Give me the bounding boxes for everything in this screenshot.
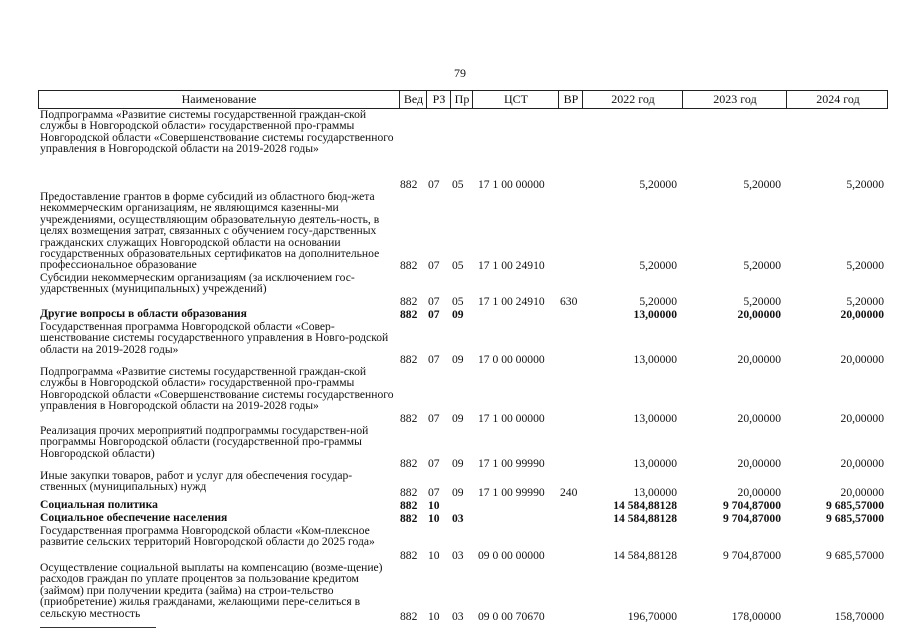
row-2022: 14 584,88128 bbox=[613, 549, 677, 562]
footnote-divider bbox=[40, 627, 156, 628]
row-name: Социальная политика bbox=[40, 498, 158, 511]
row-2023: 5,20000 bbox=[743, 295, 781, 308]
row-name: Подпрограмма «Развитие системы государственной граждан-ской службы в Новгородской области» государственной про-граммы Новгородской области «Совершенствование системы государственного управления в Новгородской области на 2019-2028 годы» bbox=[40, 108, 394, 156]
row-2024: 20,00000 bbox=[840, 308, 884, 321]
header-2023: 2023 год bbox=[682, 91, 787, 108]
row-pr: 09 bbox=[452, 457, 464, 470]
row-2024: 20,00000 bbox=[840, 457, 884, 470]
row-vr: 240 bbox=[560, 486, 578, 499]
row-rz: 07 bbox=[428, 295, 440, 308]
budget-table bbox=[38, 90, 888, 623]
table-row bbox=[38, 191, 888, 272]
row-2024: 5,20000 bbox=[846, 178, 884, 191]
row-rz: 07 bbox=[428, 353, 440, 366]
row-2022: 14 584,88128 bbox=[613, 499, 677, 512]
row-2024: 5,20000 bbox=[846, 295, 884, 308]
table-row bbox=[38, 562, 888, 623]
row-2022: 5,20000 bbox=[639, 259, 677, 272]
table-body bbox=[38, 109, 888, 623]
row-ved: 882 bbox=[400, 549, 418, 562]
row-name: Государственная программа Новгородской области «Ком-плексное развитие сельских территорий Новгородской области до 2025 года» bbox=[40, 524, 375, 549]
row-2022: 13,00000 bbox=[633, 457, 677, 470]
row-2023: 5,20000 bbox=[743, 259, 781, 272]
header-vr: ВР bbox=[558, 91, 583, 108]
header-2024: 2024 год bbox=[786, 91, 889, 108]
header-ved: Вед bbox=[399, 91, 427, 108]
row-name: Иные закупки товаров, работ и услуг для обеспечения государ-ственных (муниципальных) нужд bbox=[40, 469, 353, 494]
row-rz: 07 bbox=[428, 486, 440, 499]
row-cst: 17 1 00 24910 bbox=[478, 259, 545, 272]
row-ved: 882 bbox=[400, 259, 418, 272]
row-2023: 20,00000 bbox=[737, 457, 781, 470]
row-name: Государственная программа Новгородской области «Совер-шенствование системы государственного управления в Новго-родской области на 2019-2028 годы» bbox=[40, 320, 389, 356]
header-2022: 2022 год bbox=[582, 91, 683, 108]
table-row bbox=[38, 366, 888, 425]
row-name: Подпрограмма «Развитие системы государственной граждан-ской службы в Новгородской области» государственной про-граммы Новгородской области «Совершенствование системы государственного управления в Новгородской области на 2019-2028 годы» bbox=[40, 365, 394, 413]
row-2024: 158,70000 bbox=[834, 610, 884, 623]
table-row bbox=[38, 525, 888, 562]
row-cst: 17 1 00 00000 bbox=[478, 412, 545, 425]
row-rz: 07 bbox=[428, 412, 440, 425]
row-2024: 20,00000 bbox=[840, 486, 884, 499]
row-2023: 9 704,87000 bbox=[723, 512, 781, 525]
row-rz: 07 bbox=[428, 308, 440, 321]
row-name: Предоставление грантов в форме субсидий из областного бюд-жета некоммерческим организациям, не являющимся казенны-ми учреждениями, осуществляющим образовательную деятель-ность, в целях возмещения затрат, связанных с обучением госу-дарственных гражданских служащих Новгородской области на основании государственных образовательных сертификатов на дополнительное профессиональное образование bbox=[40, 190, 380, 272]
row-ved: 882 bbox=[400, 512, 418, 525]
row-rz: 10 bbox=[428, 549, 440, 562]
row-rz: 10 bbox=[428, 499, 440, 512]
row-2023: 20,00000 bbox=[737, 308, 781, 321]
row-2022: 196,70000 bbox=[627, 610, 677, 623]
row-cst: 17 1 00 00000 bbox=[478, 178, 545, 191]
row-2022: 13,00000 bbox=[633, 308, 677, 321]
row-cst: 09 0 00 70670 bbox=[478, 610, 545, 623]
row-2024: 9 685,57000 bbox=[826, 549, 884, 562]
row-pr: 03 bbox=[452, 610, 464, 623]
table-row bbox=[38, 321, 888, 366]
row-rz: 07 bbox=[428, 178, 440, 191]
row-2023: 20,00000 bbox=[737, 486, 781, 499]
row-vr: 630 bbox=[560, 295, 578, 308]
row-pr: 09 bbox=[452, 353, 464, 366]
row-rz: 07 bbox=[428, 259, 440, 272]
row-2024: 9 685,57000 bbox=[826, 499, 884, 512]
header-rz: РЗ bbox=[426, 91, 451, 108]
row-2022: 13,00000 bbox=[633, 412, 677, 425]
row-cst: 09 0 00 00000 bbox=[478, 549, 545, 562]
header-pr: Пр bbox=[450, 91, 473, 108]
row-2024: 9 685,57000 bbox=[826, 512, 884, 525]
row-2023: 178,00000 bbox=[731, 610, 781, 623]
row-pr: 09 bbox=[452, 308, 464, 321]
row-cst: 17 0 00 00000 bbox=[478, 353, 545, 366]
row-ved: 882 bbox=[400, 457, 418, 470]
row-2023: 5,20000 bbox=[743, 178, 781, 191]
row-2022: 13,00000 bbox=[633, 486, 677, 499]
header-name: Наименование bbox=[181, 92, 257, 106]
row-2022: 5,20000 bbox=[639, 295, 677, 308]
header-cst: ЦСТ bbox=[472, 91, 559, 108]
row-ved: 882 bbox=[400, 412, 418, 425]
row-2023: 20,00000 bbox=[737, 353, 781, 366]
row-name: Другие вопросы в области образования bbox=[40, 307, 247, 320]
row-ved: 882 bbox=[400, 353, 418, 366]
row-2022: 14 584,88128 bbox=[613, 512, 677, 525]
row-cst: 17 1 00 99990 bbox=[478, 457, 545, 470]
row-2024: 20,00000 bbox=[840, 353, 884, 366]
row-2024: 5,20000 bbox=[846, 259, 884, 272]
table-row bbox=[38, 470, 888, 499]
row-ved: 882 bbox=[400, 295, 418, 308]
row-pr: 03 bbox=[452, 512, 464, 525]
table-row bbox=[38, 272, 888, 308]
row-2023: 9 704,87000 bbox=[723, 499, 781, 512]
row-pr: 09 bbox=[452, 412, 464, 425]
row-name: Социальное обеспечение населения bbox=[40, 511, 228, 524]
row-pr: 03 bbox=[452, 549, 464, 562]
row-rz: 07 bbox=[428, 457, 440, 470]
row-rz: 10 bbox=[428, 610, 440, 623]
table-row bbox=[38, 109, 888, 191]
row-ved: 882 bbox=[400, 178, 418, 191]
row-ved: 882 bbox=[400, 610, 418, 623]
row-2022: 13,00000 bbox=[633, 353, 677, 366]
row-rz: 10 bbox=[428, 512, 440, 525]
row-2022: 5,20000 bbox=[639, 178, 677, 191]
row-pr: 05 bbox=[452, 295, 464, 308]
row-pr: 05 bbox=[452, 178, 464, 191]
row-cst: 17 1 00 99990 bbox=[478, 486, 545, 499]
row-2023: 20,00000 bbox=[737, 412, 781, 425]
row-name: Реализация прочих мероприятий подпрограммы государствен-ной программы Новгородской области (государственной про-граммы Новгородской области) bbox=[40, 424, 369, 460]
table-row bbox=[38, 425, 888, 470]
row-cst: 17 1 00 24910 bbox=[478, 295, 545, 308]
row-2024: 20,00000 bbox=[840, 412, 884, 425]
row-pr: 05 bbox=[452, 259, 464, 272]
page-number: 79 bbox=[454, 66, 466, 80]
row-ved: 882 bbox=[400, 308, 418, 321]
row-name: Субсидии некоммерческим организациям (за исключением гос-ударственных (муниципальных) учреждений) bbox=[40, 271, 355, 296]
table-header bbox=[38, 90, 888, 109]
row-pr: 09 bbox=[452, 486, 464, 499]
row-2023: 9 704,87000 bbox=[723, 549, 781, 562]
row-ved: 882 bbox=[400, 499, 418, 512]
row-name: Осуществление социальной выплаты на компенсацию (возме-щение) расходов граждан по уплате процентов за пользование кредитом (займом) при получении кредита (займа) на строи-тельство (приобретение) жилья гражданами, желающими пере-селиться в сельскую местность bbox=[40, 561, 383, 620]
row-ved: 882 bbox=[400, 486, 418, 499]
